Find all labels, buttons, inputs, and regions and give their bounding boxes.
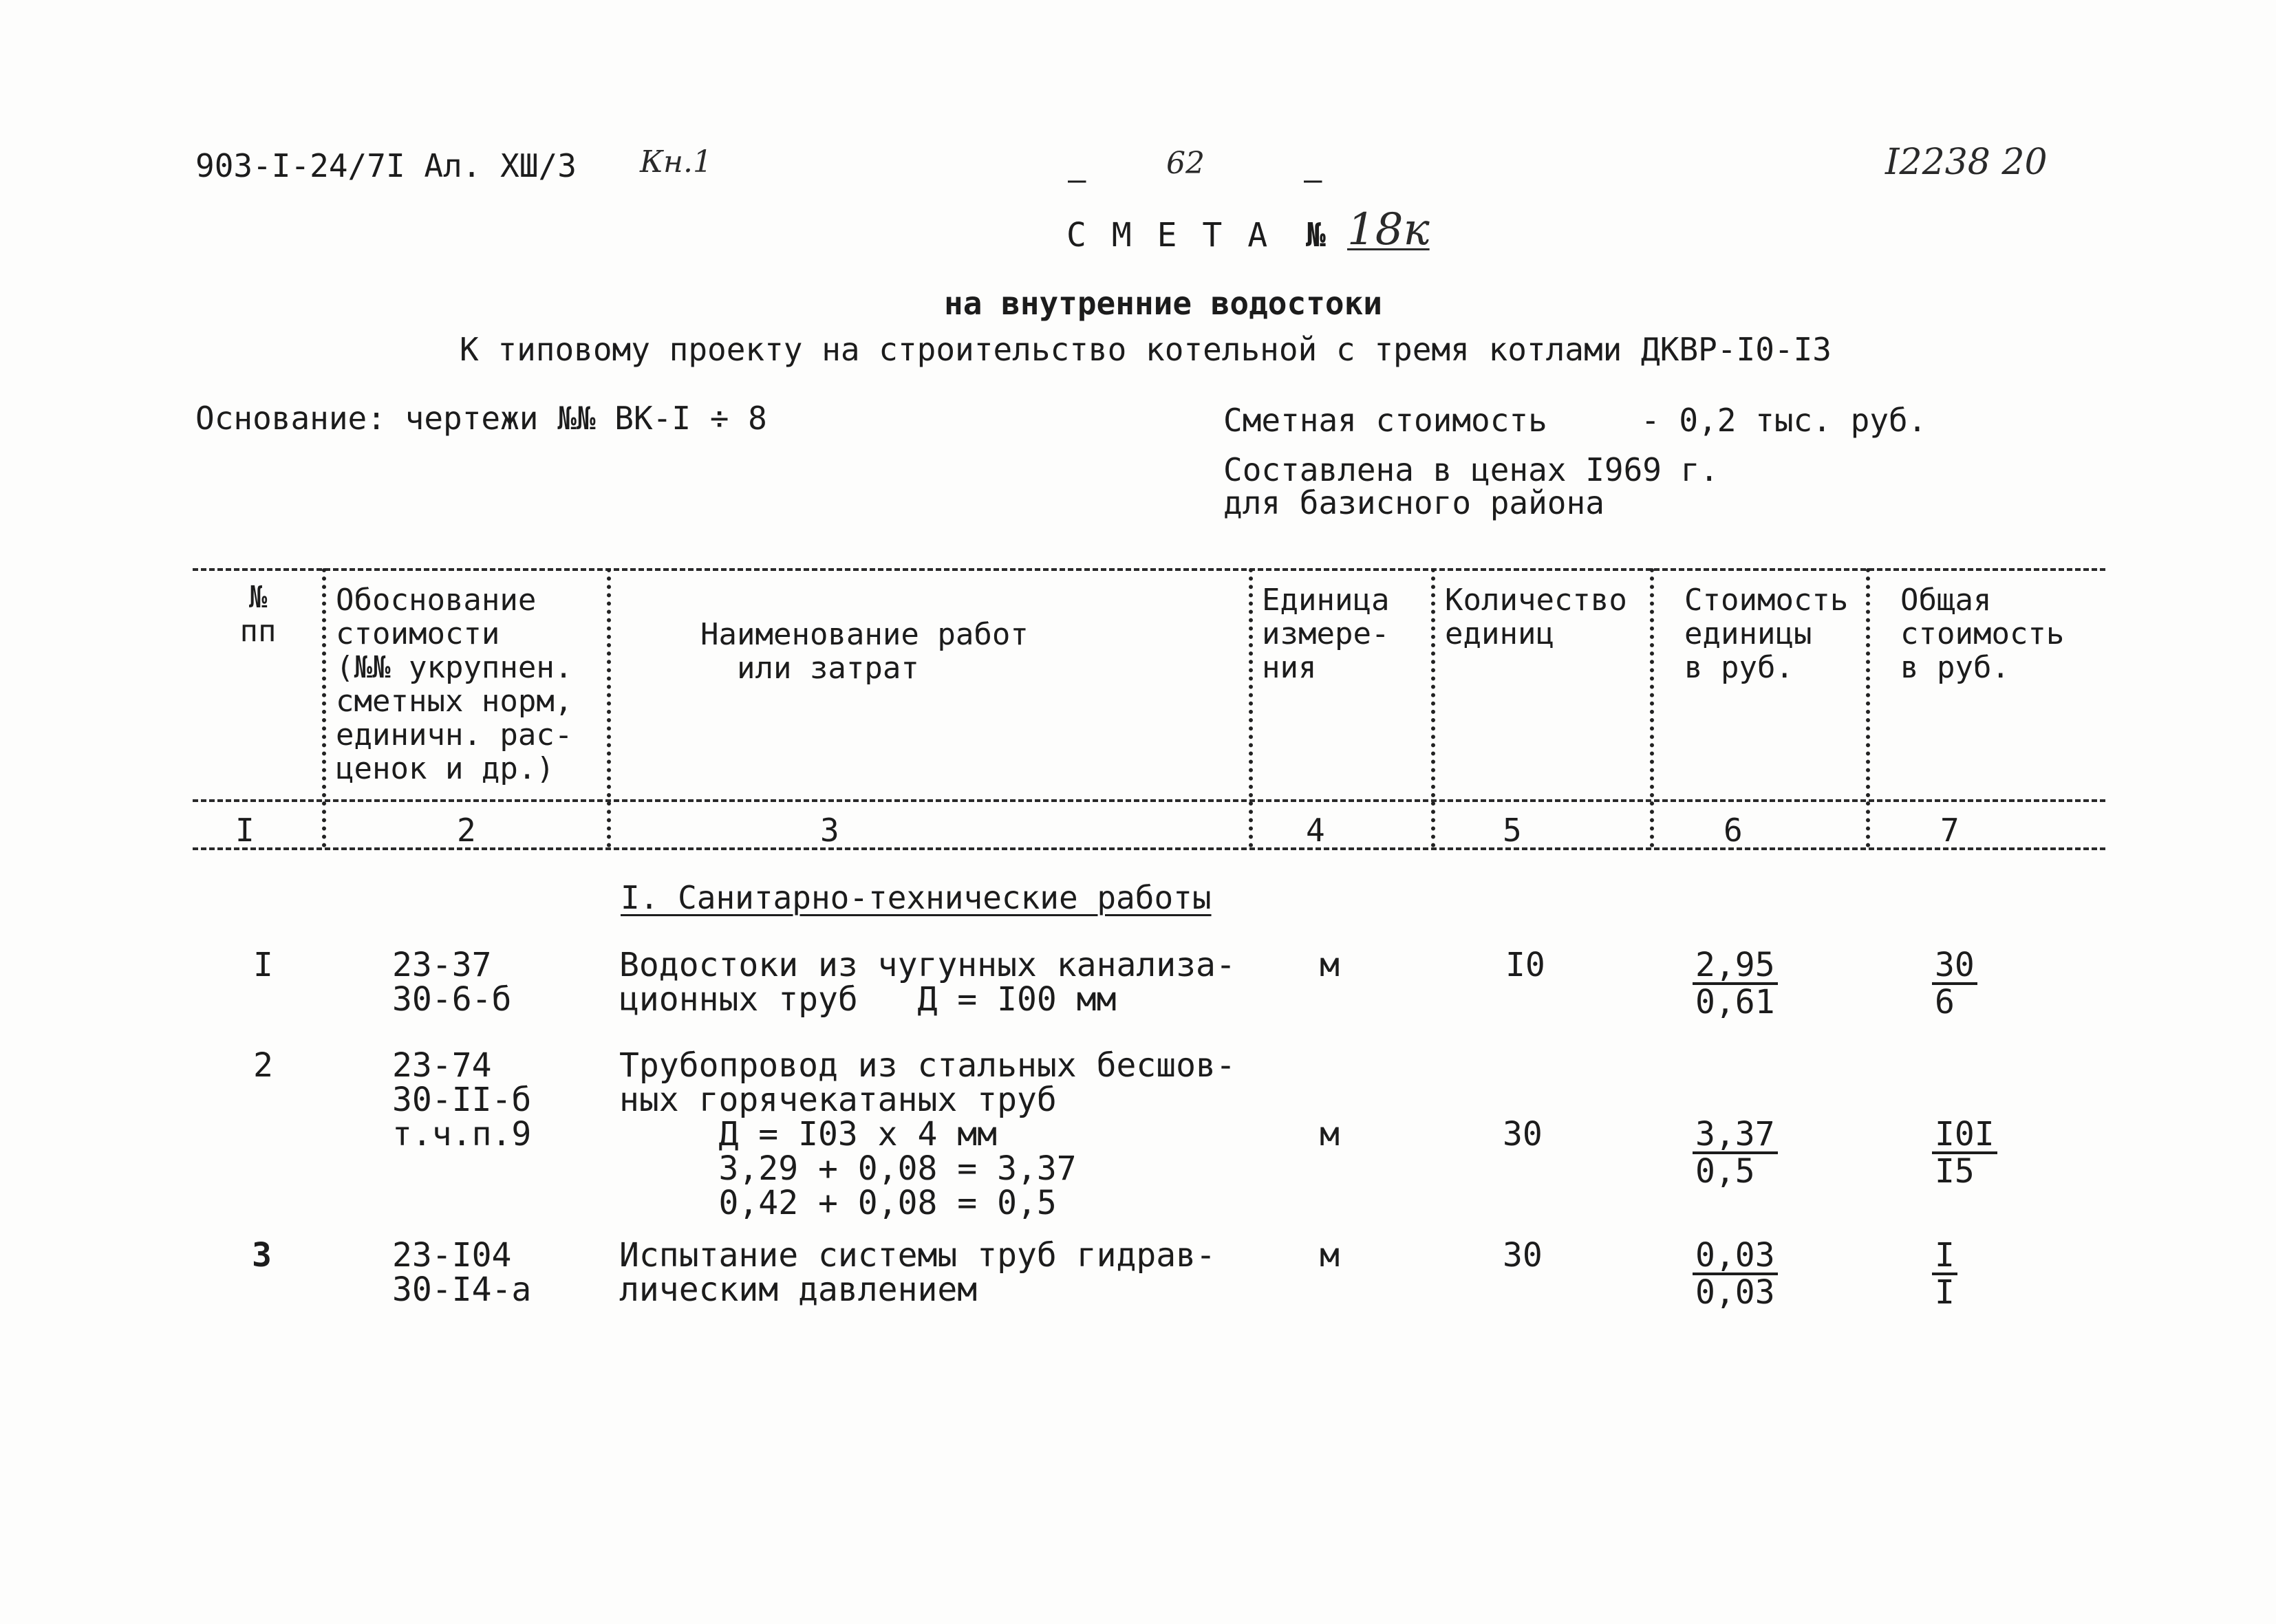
estimate-title: С М Е Т А (1066, 216, 1271, 255)
prices-line-2: для базисного района (1223, 484, 1604, 521)
prices-line-1: Составлена в ценах I969 г. (1223, 451, 1719, 488)
page-number: 62 (1166, 146, 1205, 181)
header-basis: Обоснование стоимости (№№ укрупнен. сметных норм, единичн. рас- ценок и др.) (336, 583, 573, 786)
row-total-cost (1932, 1238, 1957, 1310)
doc-code: 903-I-24/7I Ал. ХШ/3 (195, 147, 577, 184)
row-total-cost (1932, 1117, 1997, 1189)
unit-cost-top: 2,95 (1693, 948, 1778, 985)
section-title: I. Санитарно-технические работы (621, 879, 1212, 916)
col-divider-5 (1650, 568, 1654, 847)
colnum-6: 6 (1724, 812, 1743, 849)
row-name: Трубопровод из стальных бесшов- ных горячекатаных труб Д = I03 х 4 мм 3,29 + 0,08 = 3,37 0,42 + 0,08 = 0,5 (619, 1046, 1236, 1222)
colnum-5: 5 (1503, 812, 1522, 849)
archive-number: I2238 20 (1885, 142, 2048, 183)
row-unit: м (1320, 946, 1340, 984)
page-dash-right: – (1304, 162, 1322, 197)
total-cost-bottom: 6 (1935, 983, 1955, 1021)
row-unit: м (1320, 1115, 1340, 1154)
unit-cost-bottom: 0,03 (1695, 1273, 1775, 1312)
row-basis: 23-74 30-II-б т.ч.п.9 (392, 1046, 532, 1154)
total-cost-top: I0I (1932, 1117, 1997, 1154)
table-colnum-rule (193, 847, 2105, 850)
row-total-cost (1932, 948, 1977, 1019)
row-unit-cost (1693, 1117, 1778, 1189)
unit-cost-top: 0,03 (1693, 1238, 1778, 1275)
col-divider-2 (607, 568, 611, 847)
row-unit-cost (1693, 948, 1778, 1019)
number-sign: № (1306, 216, 1326, 255)
header-unit: Единица измере- ния (1262, 583, 1390, 685)
colnum-7: 7 (1940, 812, 1960, 849)
header-name: Наименование работ или затрат (700, 617, 1029, 686)
table-top-rule (193, 568, 2105, 571)
total-cost-bottom: I (1935, 1273, 1955, 1312)
total-cost-top: 30 (1932, 948, 1977, 985)
basis-drawings: Основание: чертежи №№ ВК-I ÷ 8 (195, 400, 767, 437)
col-divider-1 (322, 568, 326, 847)
col-divider-3 (1249, 568, 1253, 847)
row-basis: 23-I04 30-I4-а (392, 1236, 532, 1309)
row-unit: м (1320, 1236, 1340, 1275)
cost-label: Сметная стоимость (1223, 402, 1547, 439)
colnum-3: 3 (820, 812, 839, 849)
estimate-subtitle: на внутренние водостоки (944, 285, 1382, 322)
cost-value: - 0,2 тыс. руб. (1641, 402, 1927, 439)
row-name: Испытание системы труб гидрав- лическим давлением (619, 1236, 1216, 1309)
colnum-2: 2 (457, 812, 476, 849)
header-total-cost: Общая стоимость в руб. (1900, 583, 2065, 685)
unit-cost-bottom: 0,5 (1695, 1152, 1755, 1191)
row-unit-cost (1693, 1238, 1778, 1310)
colnum-4: 4 (1306, 812, 1325, 849)
row-number: I (253, 946, 273, 984)
row-number: 2 (253, 1046, 273, 1085)
table-header-rule (193, 799, 2105, 802)
col-divider-6 (1866, 568, 1870, 847)
book-number: Кн.1 (640, 144, 713, 180)
row-number: 3 (252, 1236, 272, 1275)
row-name: Водостоки из чугунных канализа- ционных труб Д = I00 мм (619, 946, 1236, 1019)
header-unit-cost: Стоимость единицы в руб. (1684, 583, 1849, 685)
row-quantity: 30 (1503, 1236, 1543, 1275)
colnum-1: I (235, 812, 255, 849)
header-quantity: Количество единиц (1445, 583, 1627, 651)
project-line: К типовому проекту на строительство котельной с тремя котлами ДКВР-I0-I3 (460, 331, 1832, 368)
unit-cost-bottom: 0,61 (1695, 983, 1775, 1021)
col-divider-4 (1431, 568, 1435, 847)
unit-cost-top: 3,37 (1693, 1117, 1778, 1154)
row-basis: 23-37 30-6-б (392, 946, 512, 1019)
total-cost-top: I (1932, 1238, 1957, 1275)
estimate-number: 18к (1347, 204, 1430, 255)
total-cost-bottom: I5 (1935, 1152, 1975, 1191)
header-number: № пп (239, 580, 277, 649)
row-quantity: 30 (1503, 1115, 1543, 1154)
row-quantity: I0 (1505, 946, 1545, 984)
page-dash-left: – (1068, 162, 1086, 197)
